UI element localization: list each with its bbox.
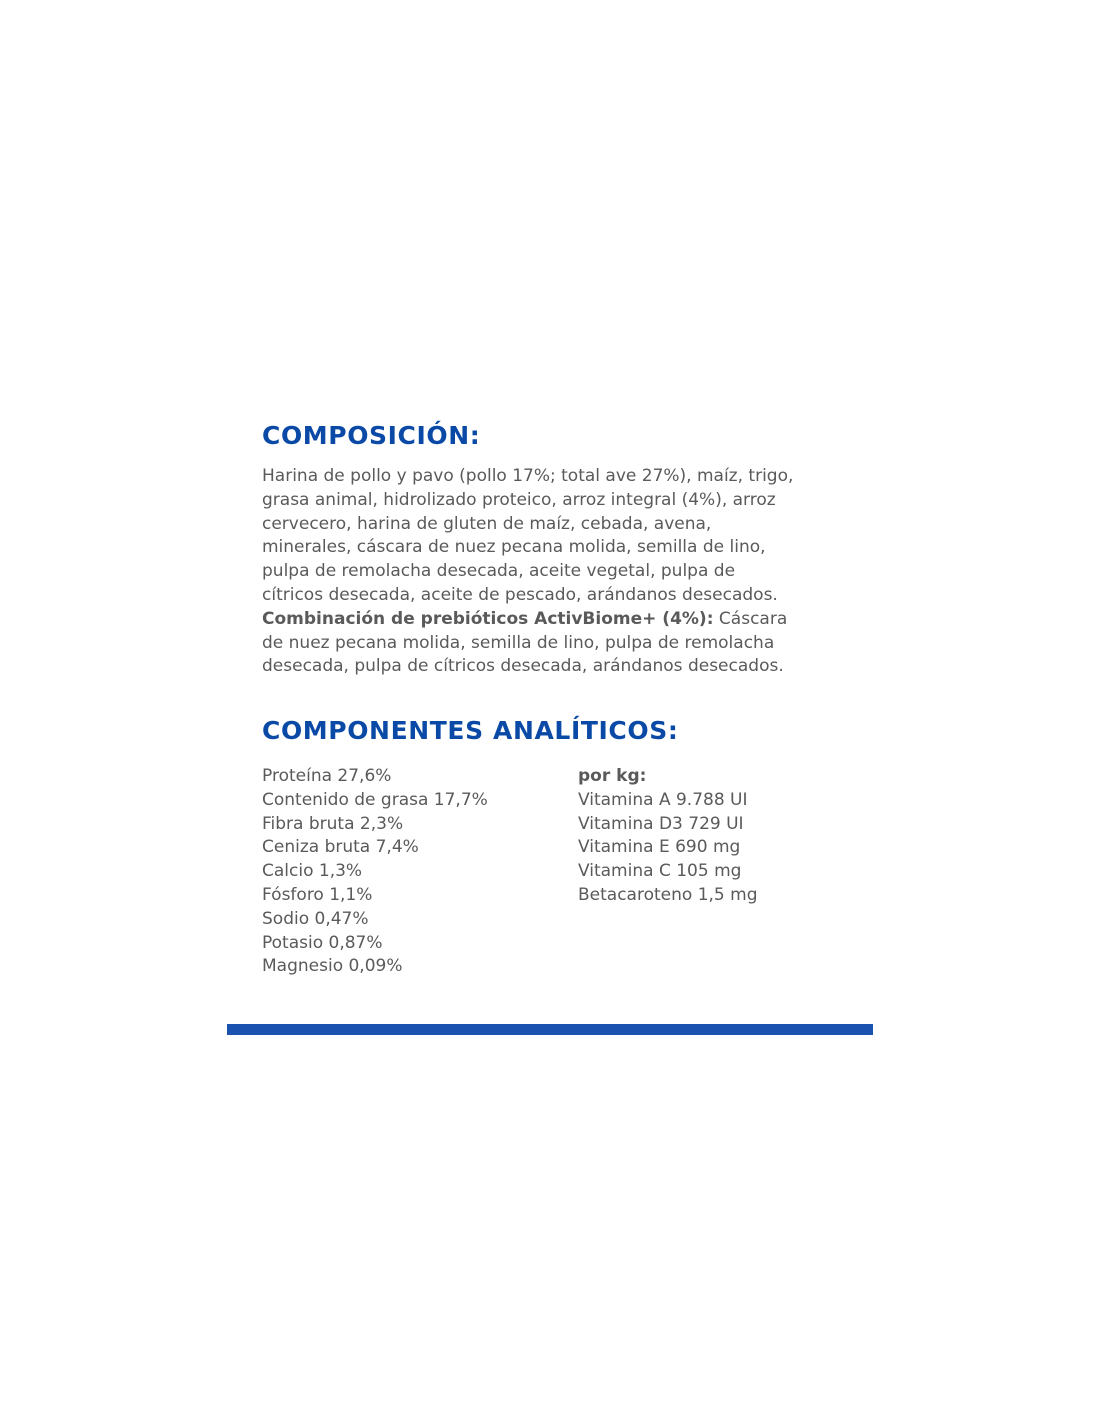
analytical-components-heading: COMPONENTES ANALÍTICOS:: [262, 716, 679, 745]
composition-line: pulpa de remolacha desecada, aceite vegetal, pulpa de: [262, 561, 736, 582]
vitamin-value: Vitamina A 9.788 UI: [578, 789, 748, 810]
analytical-value: Fósforo 1,1%: [262, 884, 373, 905]
vitamin-value: Vitamina E 690 mg: [578, 837, 741, 858]
analytical-value: Proteína 27,6%: [262, 766, 392, 786]
composition-text: [262, 465, 852, 679]
composition-line: cervecero, harina de gluten de maíz, cebada, avena,: [262, 513, 712, 534]
blue-divider-bar: [227, 1024, 873, 1035]
prebiotic-line: [262, 608, 852, 632]
analytical-value: Contenido de grasa 17,7%: [262, 789, 488, 810]
prebiotic-text-start: Cáscara: [713, 608, 788, 629]
composition-line: Harina de pollo y pavo (pollo 17%; total ave 27%), maíz, trigo,: [262, 466, 794, 486]
composition-heading: COMPOSICIÓN:: [262, 421, 481, 450]
analytical-values-list: [262, 765, 488, 979]
vitamin-value: Vitamina D3 729 UI: [578, 813, 744, 834]
prebiotic-line: desecada, pulpa de cítricos desecada, arándanos desecados.: [262, 656, 784, 677]
composition-line: minerales, cáscara de nuez pecana molida, semilla de lino,: [262, 537, 766, 558]
analytical-value: Fibra bruta 2,3%: [262, 813, 404, 834]
analytical-value: Sodio 0,47%: [262, 908, 369, 929]
prebiotic-label: Combinación de prebióticos ActivBiome+ (4%):: [262, 608, 714, 629]
composition-line: grasa animal, hidrolizado proteico, arroz integral (4%), arroz: [262, 489, 776, 510]
composition-line: cítricos desecada, aceite de pescado, arándanos desecados.: [262, 584, 778, 605]
prebiotic-line: de nuez pecana molida, semilla de lino, pulpa de remolacha: [262, 632, 775, 653]
vitamin-value: Vitamina C 105 mg: [578, 861, 742, 882]
analytical-value: Potasio 0,87%: [262, 932, 383, 953]
vitamins-per-kg-title: por kg:: [578, 766, 647, 786]
analytical-value: Ceniza bruta 7,4%: [262, 837, 419, 858]
vitamins-list: [578, 765, 757, 908]
analytical-value: Calcio 1,3%: [262, 861, 363, 882]
analytical-value: Magnesio 0,09%: [262, 956, 403, 977]
vitamin-value: Betacaroteno 1,5 mg: [578, 884, 758, 905]
